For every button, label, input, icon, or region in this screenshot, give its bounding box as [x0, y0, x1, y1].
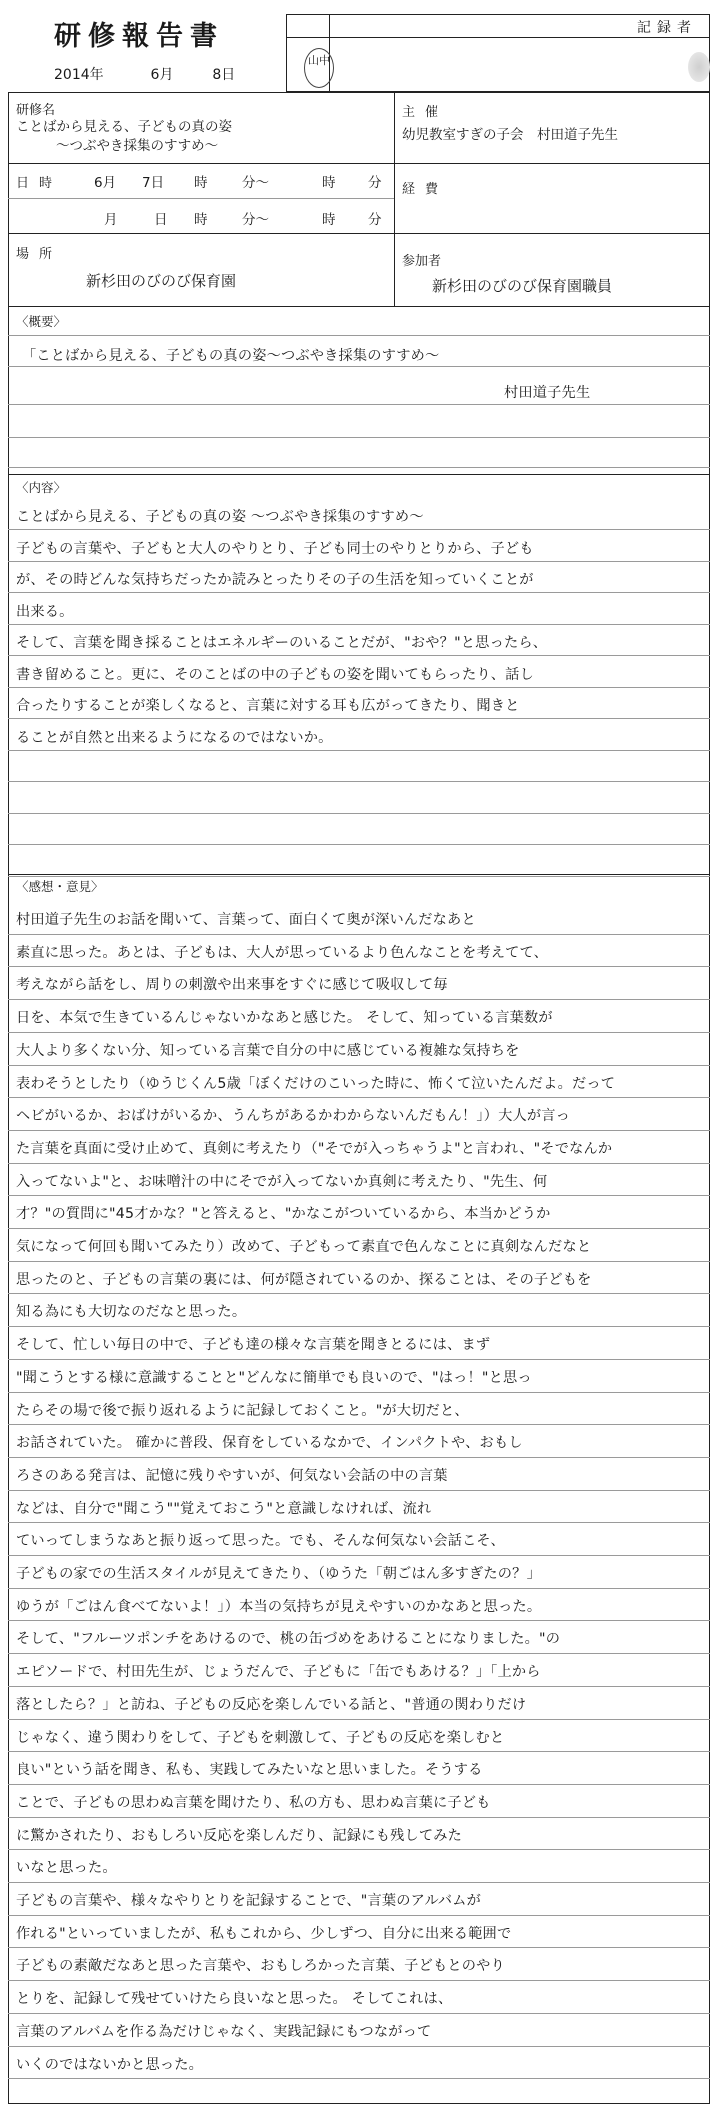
content-line: 出来る。	[16, 603, 74, 620]
impressions-line: たらその場で後で振り返れるように記録しておくこと。"が大切だと、	[16, 1402, 469, 1419]
time-min-2: 分〜	[242, 212, 269, 228]
place-label: 場所	[16, 247, 63, 262]
content-line: 合ったりすることが楽しくなると、言葉に対する耳も広がってきたり、聞きと	[16, 698, 520, 714]
impressions-line: 気になって何回も聞いてみたり）改めて、子どもって素直で色んなことに真剣なんだなと	[16, 1239, 592, 1255]
impressions-line: 思ったのと、子どもの言葉の裏には、何が隠されているのか、探ることは、その子どもを	[16, 1271, 592, 1288]
time-hour-2b: 時	[322, 212, 336, 228]
impressions-line: 才？"の質問に"45才かな？"と答えると、"かなこがついているから、本当かどうか	[16, 1206, 551, 1223]
overview-title: 「ことばから見える、子どもの真の姿〜つぶやき採集のすすめ〜	[22, 348, 440, 364]
participants-label: 参加者	[402, 254, 442, 269]
content-line: 子どもの言葉や、子どもと大人のやりとり、子ども同士のやりとりから、子ども	[16, 540, 534, 557]
impressions-line: 大人より多くない分、知っている言葉で自分の中に感じている複雑な気持ちを	[16, 1042, 520, 1059]
time-min-1b: 分	[368, 175, 382, 191]
impressions-line: ことで、子どもの思わぬ言葉を聞けたり、私の方も、思わぬ言葉に子ども	[16, 1794, 491, 1811]
content-line: ることが自然と出来るようになるのではないか。	[16, 729, 333, 746]
seal-stamp: 山中	[304, 48, 334, 88]
report-title: 研修報告書	[54, 21, 224, 52]
training-name-line1: ことばから見える、子どもの真の姿	[16, 119, 232, 135]
impressions-line: 考えながら話をし、周りの刺激や出来事をすぐに感じて吸収して毎	[16, 977, 448, 994]
impressions-line: 日を、本気で生きているんじゃないかなあと感じた。 そして、知っている言葉数が	[16, 1010, 553, 1027]
impressions-line: とりを、記録して残せていけたら良いなと思った。 そしてこれは、	[16, 1991, 453, 2008]
recorder-label: 記録者	[637, 20, 697, 36]
impressions-line: エピソードで、村田先生が、じょうだんで、子どもに「缶でもあける？」「上から	[16, 1664, 541, 1681]
time-hour-2: 時	[194, 212, 208, 228]
participants-value: 新杉田のびのび保育園職員	[432, 277, 613, 295]
impressions-line: じゃなく、違う関わりをして、子どもを刺激して、子どもの反応を楽しむと	[16, 1729, 505, 1746]
time-min-2b: 分	[368, 212, 382, 228]
impressions-line: そして、"フルーツポンチをあけるので、桃の缶づめをあけることになりました。"の	[16, 1631, 561, 1648]
impressions-line: 作れる"といっていましたが、私もこれから、少しずつ、自分に出来る範囲で	[16, 1925, 512, 1942]
time-month-2: 月	[104, 212, 118, 228]
content-line: が、その時どんな気持ちだったか読みとったりその子の生活を知っていくことが	[16, 572, 534, 588]
date-year: 2014年	[54, 67, 104, 83]
record-box	[286, 14, 710, 92]
impressions-line: 入ってないよ"と、お味噌汁の中にそでが入ってないか真剣に考えたり、"先生、何	[16, 1173, 548, 1190]
overview-speaker: 村田道子先生	[504, 385, 591, 401]
training-name-line2: 〜つぶやき採集のすすめ〜	[56, 138, 219, 154]
impressions-line: いなと思った。	[16, 1860, 117, 1877]
expense-label: 経費	[402, 182, 449, 197]
impressions-line: "聞こうとする様に意識することと"どんなに簡単でも良いので、"はっ！"と思っ	[16, 1369, 532, 1386]
impressions-line: 表わそうとしたり（ゆうじくん5歳「ぼくだけのこいった時に、怖くて泣いたんだよ。だって	[16, 1075, 616, 1092]
impressions-line: 子どもの言葉や、様々なやりとりを記録することで、"言葉のアルバムが	[16, 1893, 481, 1909]
time-min-1: 分〜	[242, 175, 269, 191]
date-label: 日時	[16, 176, 63, 191]
impressions-line: 落としたら？」と訪ね、子どもの反応を楽しんでいる話と、"普通の関わりだけ	[16, 1696, 527, 1713]
content-line: ことばから見える、子どもの真の姿 〜つぶやき採集のすすめ〜	[16, 509, 424, 525]
content-label: 〈内容〉	[16, 480, 67, 495]
impressions-line: そして、忙しい毎日の中で、子ども達の様々な言葉を聞きとるには、まず	[16, 1337, 491, 1354]
date-day: 8日	[212, 67, 236, 83]
impressions-line: 村田道子先生のお話を聞いて、言葉って、面白くて奥が深いんだなあと	[16, 912, 476, 928]
host-value: 幼児教室すぎの子会 村田道子先生	[402, 127, 618, 143]
training-name-label: 研修名	[16, 103, 56, 118]
impressions-label: 〈感想・意見〉	[16, 879, 104, 894]
impressions-line: ゆうが「ごはん食べてないよ！」）本当の気持ちが見えやすいのかなあと思った。	[16, 1598, 542, 1615]
impressions-line: ヘビがいるか、おばけがいるか、うんちがあるかわからないんだもん！」）大人が言っ	[16, 1108, 571, 1125]
impressions-line: 子どもの素敵だなあと思った言葉や、おもしろかった言葉、子どもとのやり	[16, 1958, 505, 1975]
host-label: 主催	[402, 105, 449, 120]
impressions-line: 素直に思った。あとは、子どもは、大人が思っているより色んなことを考えてて、	[16, 944, 549, 961]
impressions-line: 子どもの家での生活スタイルが見えてきたり、（ゆうた「朝ごはん多すぎたの？」	[16, 1566, 541, 1582]
time-hour-1b: 時	[322, 175, 336, 191]
report-date	[54, 64, 235, 84]
impressions-line: お話されていた。 確かに普段、保育をしているなかで、インパクトや、おもし	[16, 1435, 523, 1452]
impressions-line: 言葉のアルバムを作る為だけじゃなく、実践記録にもつながって	[16, 2023, 432, 2040]
stain-mark	[688, 52, 710, 82]
impressions-line: た言葉を真面に受け止めて、真剣に考えたり（"そでが入っちゃうよ"と言われ、"そでなんか	[16, 1140, 613, 1157]
date-month: 6月	[150, 67, 174, 83]
impressions-line: ろさのある発言は、記憶に残りやすいが、何気ない会話の中の言葉	[16, 1467, 448, 1484]
impressions-line: ていってしまうなあと振り返って思った。でも、そんな何気ない会話こそ、	[16, 1533, 505, 1550]
time-hour-1: 時	[194, 175, 208, 191]
impressions-line: に驚かされたり、おもしろい反応を楽しんだり、記録にも残してみた	[16, 1827, 463, 1844]
time-day-1: 7日	[142, 175, 165, 191]
time-month-1: 6月	[94, 175, 117, 191]
impressions-line: いくのではないかと思った。	[16, 2056, 204, 2073]
overview-label: 〈概要〉	[16, 314, 67, 329]
time-day-2: 日	[154, 212, 168, 228]
impressions-line: 良い"という話を聞き、私も、実践してみたいなと思いました。そうする	[16, 1762, 483, 1779]
impressions-line: 知る為にも大切なのだなと思った。	[16, 1304, 247, 1321]
content-line: そして、言葉を聞き採ることはエネルギーのいることだが、"おや？"と思ったら、	[16, 635, 548, 651]
impressions-line: などは、自分で"聞こう""覚えておこう"と意識しなければ、流れ	[16, 1500, 432, 1517]
place-value: 新杉田のびのび保育園	[86, 272, 237, 290]
content-line: 書き留めること。更に、そのことばの中の子どもの姿を聞いてもらったり、話し	[16, 666, 534, 683]
